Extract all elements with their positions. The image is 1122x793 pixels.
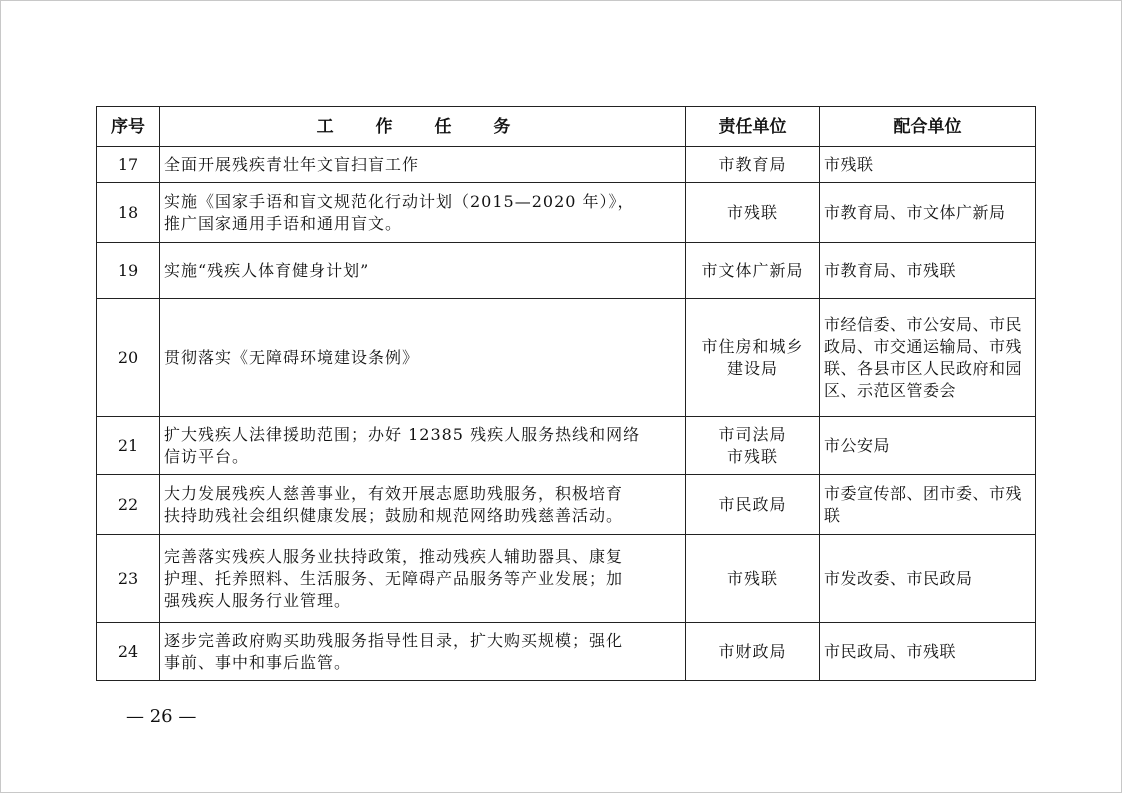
- cell-task: [160, 299, 686, 417]
- cell-cooperating-line: 联、各县市区人民政府和园: [824, 358, 1023, 378]
- cell-cooperating-line: 市残联: [824, 154, 874, 174]
- page-number: — 26 —: [126, 706, 197, 727]
- cell-responsible-line: 市财政局: [718, 641, 787, 661]
- cell-cooperating: [820, 183, 1036, 243]
- cell-no: 21: [97, 417, 160, 475]
- cell-cooperating-line: 市委宣传部、团市委、市残联: [824, 483, 1023, 525]
- cell-responsible-line: 市民政局: [718, 494, 787, 514]
- cell-cooperating: [820, 475, 1036, 535]
- cell-responsible: [686, 417, 820, 475]
- cell-cooperating: [820, 623, 1036, 681]
- cell-task: [160, 243, 686, 299]
- cell-task: [160, 417, 686, 475]
- cell-no: 20: [97, 299, 160, 417]
- header-cooperating: 配合单位: [820, 107, 1036, 147]
- cell-cooperating: [820, 299, 1036, 417]
- cell-responsible: [686, 475, 820, 535]
- cell-cooperating-line: 市经信委、市公安局、市民: [824, 314, 1023, 334]
- cell-no: 17: [97, 147, 160, 183]
- cell-task-line: 强残疾人服务行业管理。: [164, 590, 352, 610]
- cell-cooperating-line: 区、示范区管委会: [824, 380, 957, 400]
- table-row: [97, 535, 1036, 623]
- cell-responsible-line: 市残联: [726, 446, 778, 466]
- cell-responsible-line: 市残联: [726, 202, 778, 222]
- header-task: 工 作 任 务: [160, 107, 686, 147]
- cell-cooperating: [820, 417, 1036, 475]
- cell-responsible: [686, 243, 820, 299]
- cell-responsible-line: 市住房和城乡: [701, 336, 804, 356]
- header-row: [97, 107, 1036, 147]
- cell-task: [160, 147, 686, 183]
- cell-responsible: [686, 147, 820, 183]
- cell-responsible: [686, 183, 820, 243]
- cell-responsible: [686, 535, 820, 623]
- cell-responsible-line: 市司法局: [718, 424, 787, 444]
- cell-responsible: [686, 299, 820, 417]
- cell-task-line: 大力发展残疾人慈善事业，有效开展志愿助残服务，积极培育: [164, 483, 624, 503]
- cell-task-line: 扶持助残社会组织健康发展；鼓励和规范网络助残慈善活动。: [164, 505, 624, 525]
- cell-task: [160, 183, 686, 243]
- cell-cooperating-line: 政局、市交通运输局、市残: [824, 336, 1023, 356]
- cell-task-line: 事前、事中和事后监管。: [164, 652, 352, 672]
- header-responsible: 责任单位: [686, 107, 820, 147]
- cell-responsible-line: 市教育局: [718, 154, 787, 174]
- cell-no: 22: [97, 475, 160, 535]
- cell-responsible: [686, 623, 820, 681]
- table-row: [97, 417, 1036, 475]
- cell-responsible-line: 建设局: [726, 358, 778, 378]
- cell-task-line: 全面开展残疾青壮年文盲扫盲工作: [164, 154, 420, 174]
- cell-cooperating-line: 市民政局、市残联: [824, 641, 957, 661]
- cell-task-line: 护理、托养照料、生活服务、无障碍产品服务等产业发展；加: [164, 568, 624, 588]
- cell-task: [160, 623, 686, 681]
- table-row: [97, 147, 1036, 183]
- cell-cooperating-line: 市发改委、市民政局: [824, 568, 973, 588]
- cell-cooperating: [820, 243, 1036, 299]
- table-row: [97, 623, 1036, 681]
- cell-no: 23: [97, 535, 160, 623]
- cell-task-line: 实施“残疾人体育健身计划”: [164, 260, 370, 280]
- cell-cooperating-line: 市教育局、市残联: [824, 260, 957, 280]
- cell-responsible-line: 市文体广新局: [701, 260, 804, 280]
- table-row: [97, 475, 1036, 535]
- cell-no: 24: [97, 623, 160, 681]
- cell-no: 18: [97, 183, 160, 243]
- cell-task-line: 完善落实残疾人服务业扶持政策，推动残疾人辅助器具、康复: [164, 546, 624, 566]
- table-row: [97, 243, 1036, 299]
- cell-cooperating-line: 市教育局、市文体广新局: [824, 202, 1006, 222]
- table-row: [97, 183, 1036, 243]
- header-no: 序号: [97, 107, 160, 147]
- cell-task-line: 逐步完善政府购买助残服务指导性目录，扩大购买规模；强化: [164, 630, 624, 650]
- cell-task: [160, 475, 686, 535]
- cell-no: 19: [97, 243, 160, 299]
- cell-task: [160, 535, 686, 623]
- cell-responsible-line: 市残联: [726, 568, 778, 588]
- cell-cooperating: [820, 147, 1036, 183]
- cell-task-line: 贯彻落实《无障碍环境建设条例》: [164, 347, 420, 367]
- cell-cooperating-line: 市公安局: [824, 435, 891, 455]
- cell-cooperating: [820, 535, 1036, 623]
- cell-task-line: 扩大残疾人法律援助范围；办好 12385 残疾人服务热线和网络: [164, 424, 641, 444]
- task-table: [96, 106, 1036, 681]
- cell-task-line: 实施《国家手语和盲文规范化行动计划（2015—2020 年）》，: [164, 191, 635, 211]
- table-row: [97, 299, 1036, 417]
- cell-task-line: 推广国家通用手语和通用盲文。: [164, 213, 403, 233]
- cell-task-line: 信访平台。: [164, 446, 250, 466]
